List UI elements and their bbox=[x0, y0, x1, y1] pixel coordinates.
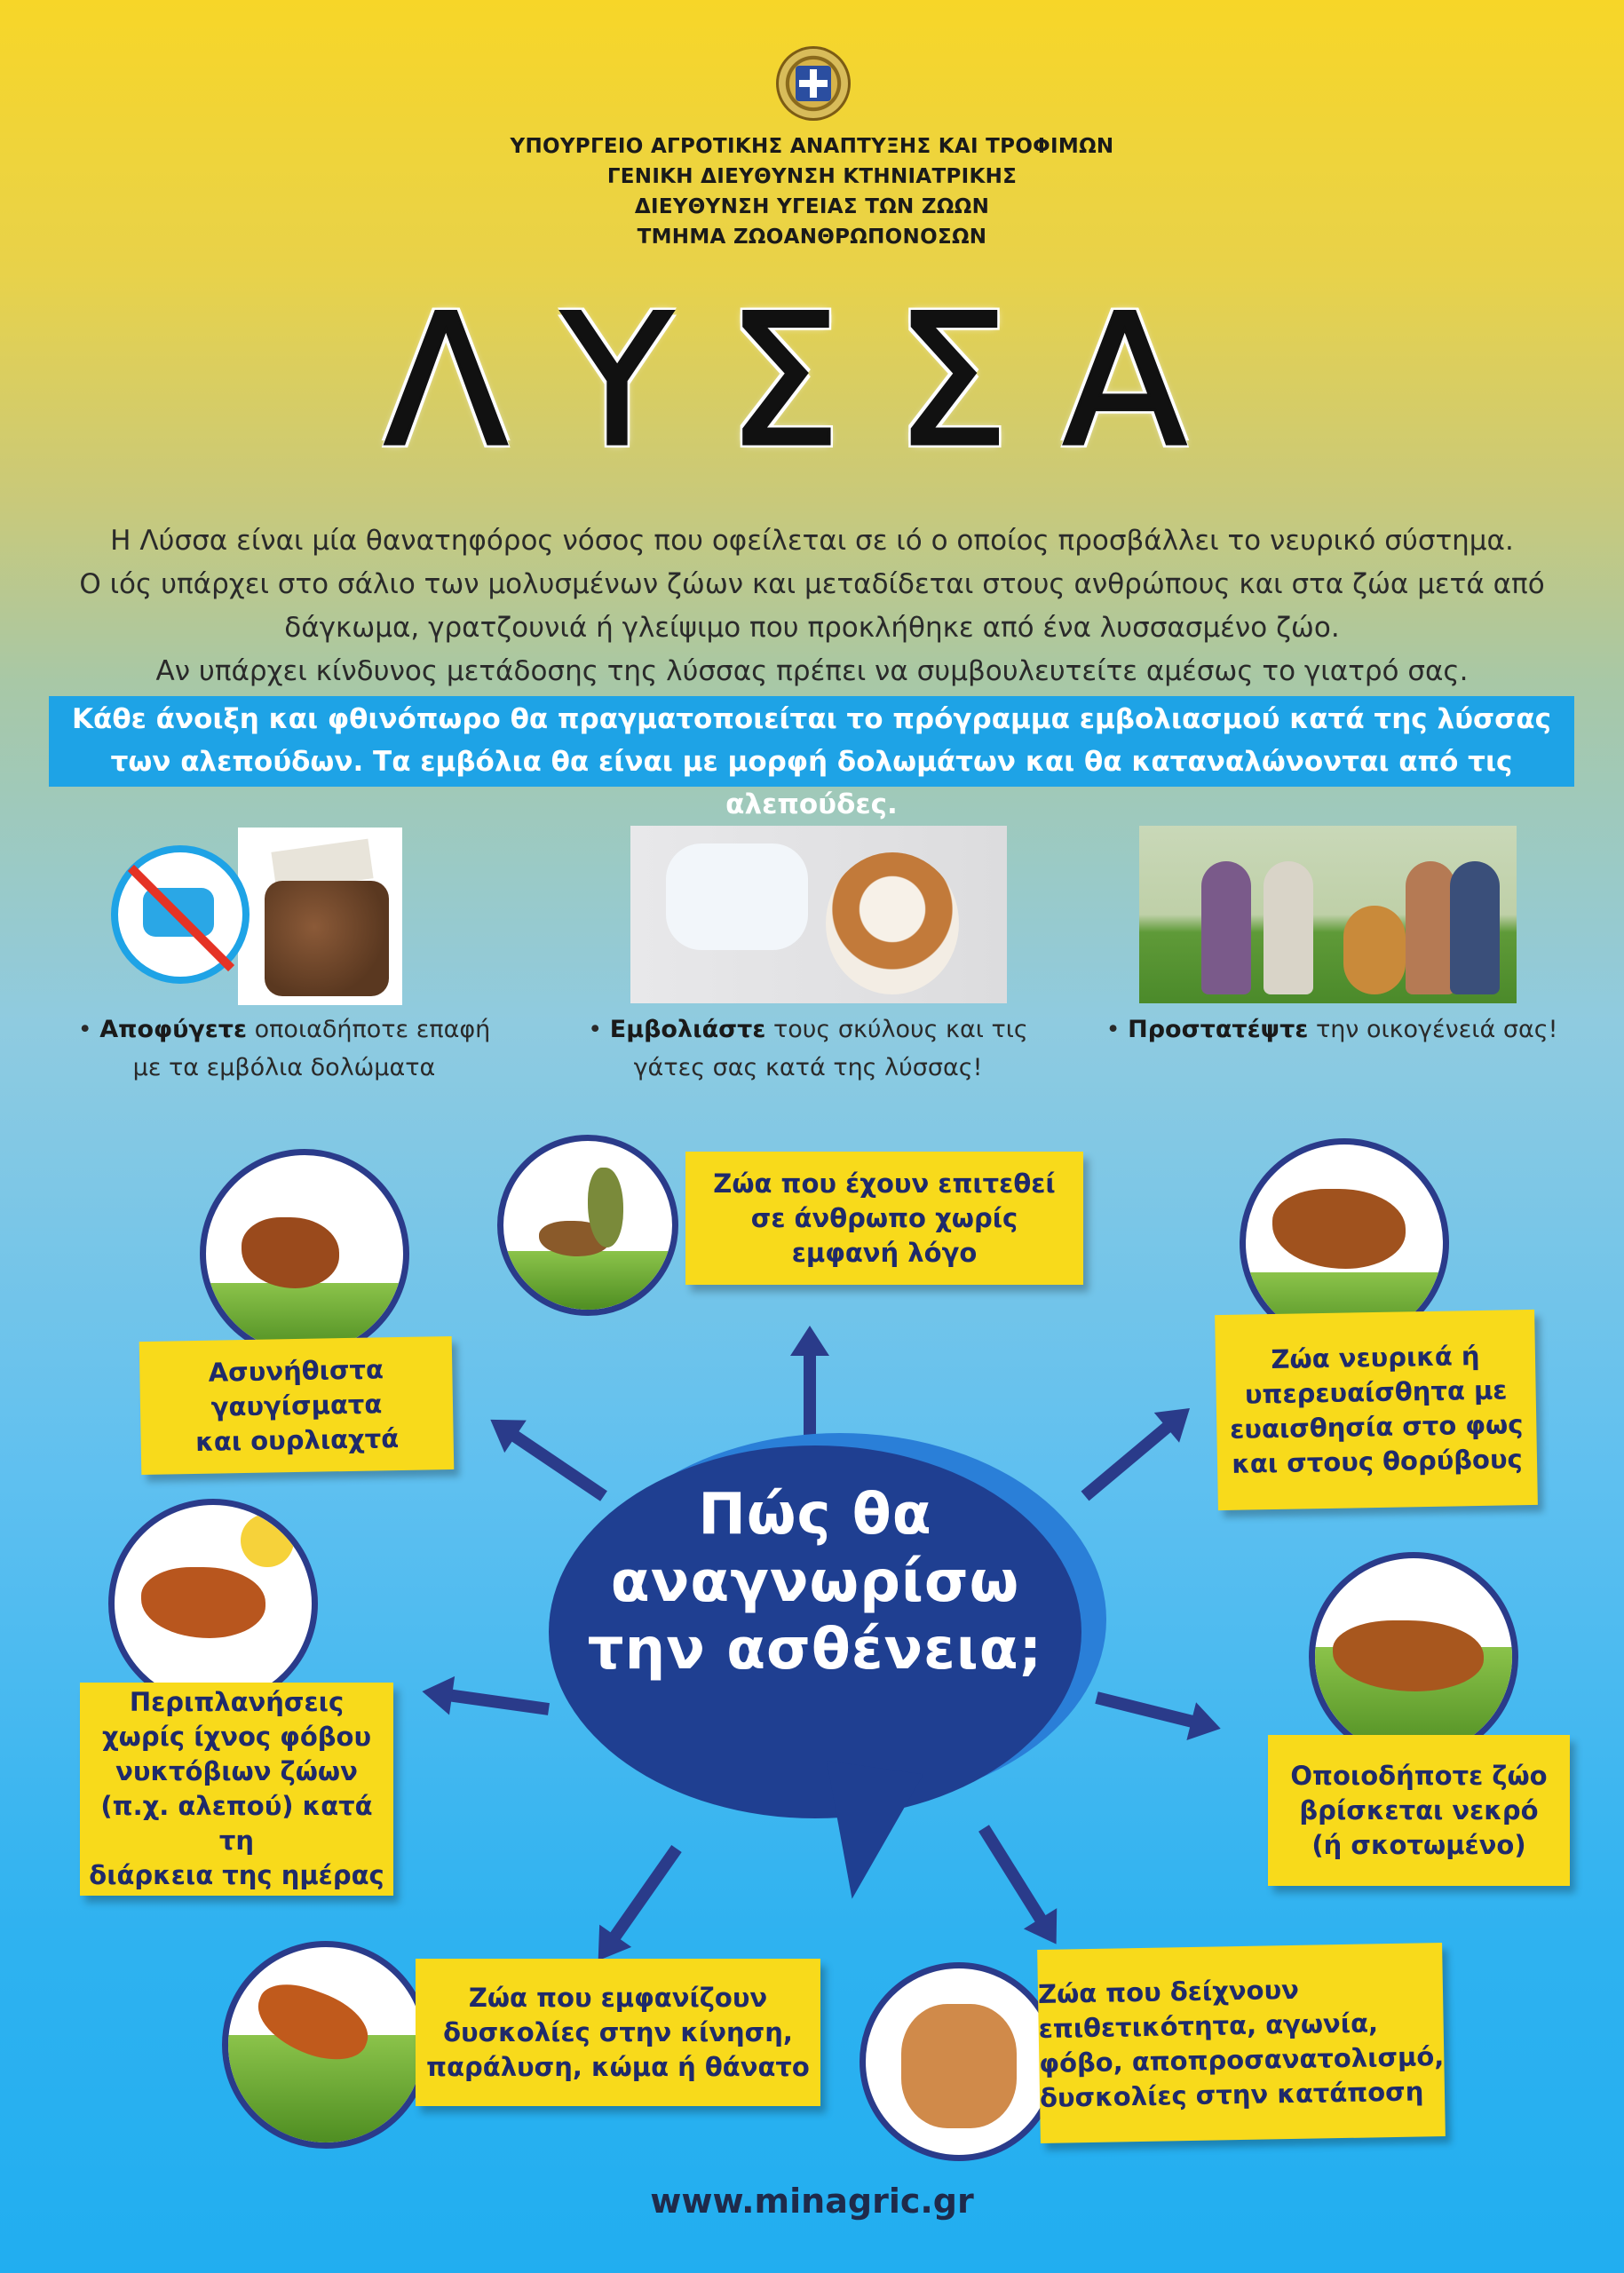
aggressive-cow-illustration bbox=[860, 1962, 1058, 2161]
intro-text bbox=[71, 519, 1553, 693]
ministry-line-3: ΔΙΕΥΘΥΝΣΗ ΥΓΕΙΑΣ ΤΩΝ ΖΩΩΝ bbox=[634, 195, 990, 218]
dead-animal-illustration bbox=[1309, 1552, 1518, 1762]
ministry-line-4: ΤΜΗΜΑ ΖΩΟΑΝΘΡΩΠΟΝΟΣΩΝ bbox=[637, 226, 987, 249]
symptom-wandering-box: Περιπλανήσεις χωρίς ίχνος φόβου νυκτόβιων ζώων (π.χ. αλεπού) κατά τη διάρκεια της ημέρας bbox=[80, 1683, 393, 1896]
bubble-tail bbox=[808, 1761, 923, 1906]
symptom-aggression-box: Ζώα που δείχνουν επιθετικότητα, αγωνία, φόβο, αποπροσανατολισμό, δυσκολίες στην κατάποση bbox=[1037, 1943, 1446, 2143]
no-touch-icon bbox=[111, 845, 250, 984]
vaccination-banner bbox=[49, 696, 1574, 820]
banner-line: Κάθε άνοιξη και φθινόπωρο θα πραγματοποιείται το πρόγραμμα εμβολιασμού κατά της λύσσας bbox=[72, 703, 1551, 735]
advice-vaccinate: • Εμβολιάστε τους σκύλους και τις γάτες σας κατά της λύσσας! bbox=[588, 1016, 1028, 1081]
symptom-dead-box: Οποιοδήποτε ζώο βρίσκεται νεκρό (ή σκοτωμένο) bbox=[1268, 1735, 1570, 1886]
howling-dog-illustration bbox=[200, 1149, 409, 1358]
advice-protect: • Προστατέψτε την οικογένειά σας! bbox=[1105, 1016, 1558, 1043]
question-line: την ασθένεια; bbox=[587, 1617, 1043, 1683]
ministry-line-1: ΥΠΟΥΡΓΕΙΟ ΑΓΡΟΤΙΚΗΣ ΑΝΑΠΤΥΞΗΣ ΚΑΙ ΤΡΟΦΙΜΩΝ bbox=[510, 135, 1114, 158]
question-text bbox=[549, 1481, 1081, 1683]
question-line: Πώς θα bbox=[698, 1482, 932, 1548]
greek-emblem-icon bbox=[776, 46, 851, 121]
arrow-left bbox=[442, 1688, 550, 1715]
vet-dog-photo bbox=[630, 826, 1007, 1003]
symptom-attack-box: Ζώα που έχουν επιτεθεί σε άνθρωπο χωρίς εμφανή λόγο bbox=[685, 1152, 1083, 1285]
attack-illustration bbox=[497, 1135, 678, 1316]
intro-line: Αν υπάρχει κίνδυνος μετάδοσης της λύσσας πρέπει να συμβουλευτείτε αμέσως το γιατρό σας. bbox=[155, 655, 1469, 687]
symptom-howling-box: Ασυνήθιστα γαυγίσματα και ουρλιαχτά bbox=[139, 1336, 455, 1475]
website-link[interactable]: www.minagric.gr bbox=[650, 2182, 974, 2221]
intro-line: Ο ιός υπάρχει στο σάλιο των μολυσμένων ζώων και μεταδίδεται στους ανθρώπους και στα ζώα μετά από bbox=[79, 568, 1545, 600]
symptom-movement-box: Ζώα που εμφανίζουν δυσκολίες στην κίνηση, παράλυση, κώμα ή θάνατο bbox=[416, 1959, 820, 2106]
ministry-line-2: ΓΕΝΙΚΗ ΔΙΕΥΘΥΝΣΗ ΚΤΗΝΙΑΤΡΙΚΗΣ bbox=[606, 165, 1018, 188]
advice-avoid: • Αποφύγετε οποιαδήποτε επαφή με τα εμβόλια δολώματα bbox=[77, 1016, 491, 1081]
wandering-fox-illustration bbox=[108, 1499, 318, 1708]
question-line: αναγνωρίσω bbox=[610, 1549, 1020, 1615]
symptom-nervous-box: Ζώα νευρικά ή υπερευαίσθητα με ευαισθησία στο φως και στους θορύβους bbox=[1215, 1310, 1538, 1510]
intro-line: δάγκωμα, γρατζουνιά ή γλείψιμο που προκλήθηκε από ένα λυσσασμένο ζώο. bbox=[284, 612, 1340, 644]
bait-photo bbox=[238, 828, 402, 1005]
banner-line: των αλεπούδων. Τα εμβόλια θα είναι με μορφή δολωμάτων και θα καταναλώνονται από τις αλεπούδες. bbox=[110, 746, 1513, 820]
intro-line: Η Λύσσα είναι μία θανατηφόρος νόσος που οφείλεται σε ιό ο οποίος προσβάλλει το νευρικό σύστημα. bbox=[110, 525, 1514, 557]
paralysed-fox-illustration bbox=[222, 1941, 430, 2149]
poster-title: ΛΥΣΣΑ bbox=[384, 276, 1240, 487]
family-photo bbox=[1139, 826, 1517, 1003]
arrow-down-left bbox=[606, 1845, 682, 1947]
arrow-right bbox=[1095, 1691, 1201, 1730]
arrow-down-right bbox=[978, 1825, 1050, 1929]
arrow-up-right bbox=[1081, 1417, 1178, 1501]
